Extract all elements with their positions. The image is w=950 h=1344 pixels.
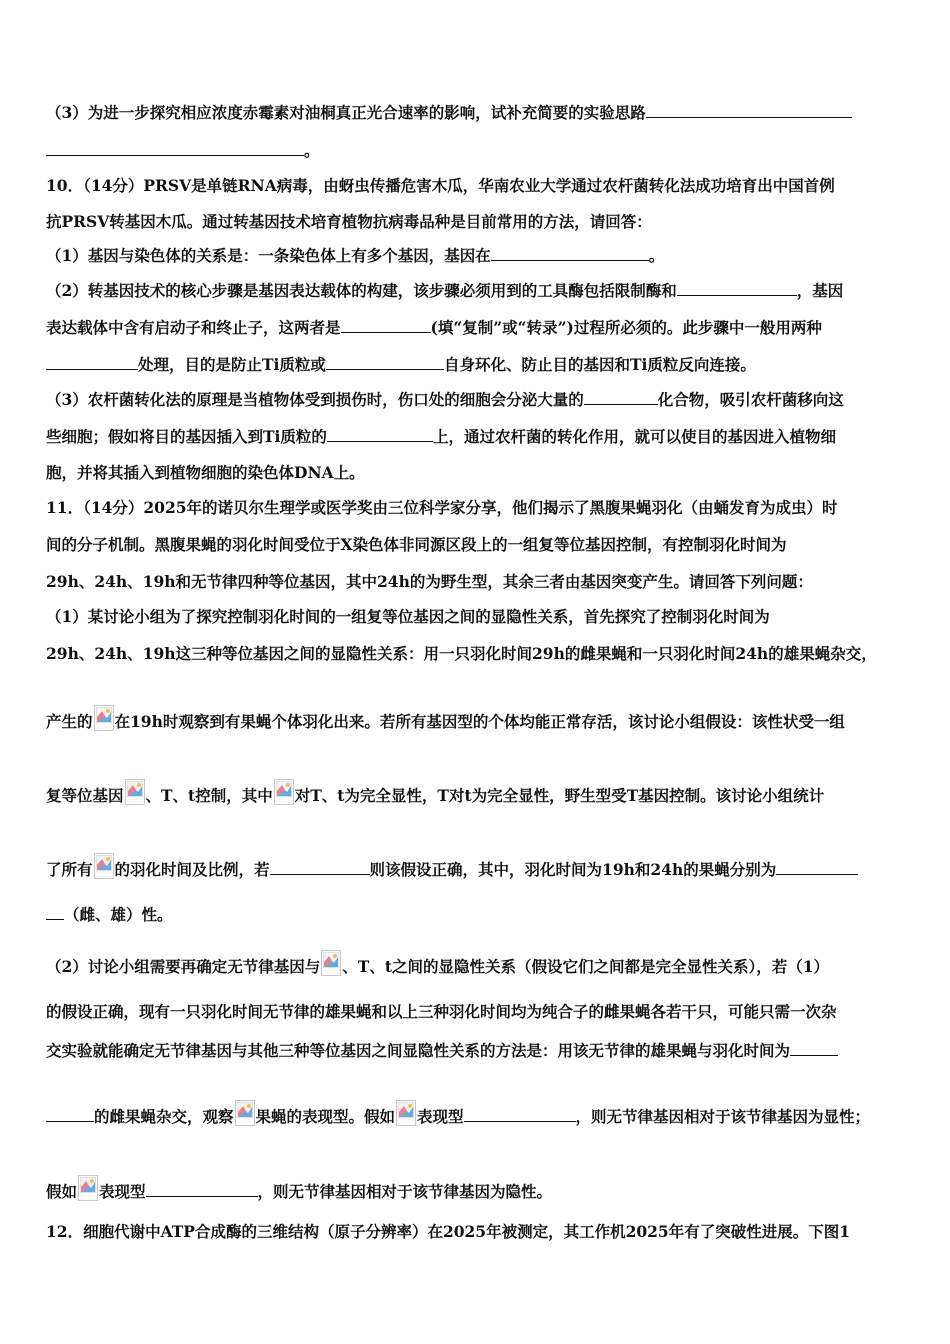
q11-1-line-6: （雌、雄）性。 <box>46 904 910 926</box>
broken-image-icon <box>78 1175 98 1201</box>
q11-2-line-5: 假如 表现型 ，则无节律基因相对于该节律基因为隐性。 <box>46 1175 910 1203</box>
q10-2: （2）转基因技术的核心步骤是基因表达载体的构建，该步骤必须用到的工具酶包括限制酶和 ，基因 <box>46 281 844 300</box>
q11-1-line-3: 产生的 在19h时观察到有果蝇个体羽化出来。若所有基因型的个体均能正常存活，该讨论小组假设：该性状受一组 <box>46 705 910 733</box>
q11-2-line-2: 的假设正确，现有一只羽化时间无节律的雄果蝇和以上三种羽化时间均为纯合子的雌果蝇各若干只，可能只需一次杂 <box>46 1002 837 1021</box>
q10-1: （1）基因与染色体的关系是：一条染色体上有多个基因，基因在 。 <box>46 246 665 265</box>
broken-image-icon <box>235 1100 255 1126</box>
broken-image-icon <box>94 705 114 731</box>
q10-2-line-3: 处理，目的是防止Ti质粒或 自身环化、防止目的基因和Ti质粒反向连接。 <box>46 354 910 376</box>
q11-2-line-4: 的雌果蝇杂交，观察 果蝇的表现型。假如 表现型 ，则无节律基因相对于该节律基因为显性； <box>46 1100 910 1128</box>
broken-image-icon <box>94 853 114 879</box>
q11-1-line-5: 了所有 的羽化时间及比例，若 则该假设正确，其中，羽化时间为19h和24h的果蝇分别为 <box>46 853 910 881</box>
answer-blank[interactable] <box>146 1182 258 1197</box>
q11-1: （1）某讨论小组为了探究控制羽化时间的一组复等位基因之间的显隐性关系，首先探究了控制羽化时间为 <box>46 607 770 626</box>
broken-image-icon <box>125 779 145 805</box>
answer-blank[interactable] <box>46 905 64 920</box>
q11-1-line-4: 复等位基因 、T、t控制，其中 对T、t为完全显性，T对t为完全显性，野生型受T基因控制。该讨论小组统计 <box>46 779 910 807</box>
answer-blank[interactable] <box>46 141 304 156</box>
q10-2-line-2: 表达载体中含有启动子和终止子，这两者是 (填“复制”或“转录”)过程所必须的。此步骤中一般用两种 <box>46 318 822 337</box>
answer-blank[interactable] <box>327 427 433 442</box>
answer-blank[interactable] <box>464 1107 576 1122</box>
answer-blank[interactable] <box>341 318 431 333</box>
q9-3-line-2: 。 <box>46 140 910 162</box>
q11-2: （2）讨论小组需要再确定无节律基因与 、T、t之间的显隐性关系（假设它们之间都是完全显性关系），若（1） <box>46 950 910 978</box>
answer-blank[interactable] <box>326 355 444 370</box>
q10-3: （3）农杆菌转化法的原理是当植物体受到损伤时，伤口处的细胞会分泌大量的 化合物，吸引农杆菌移向这 <box>46 390 844 409</box>
answer-blank[interactable] <box>646 103 852 118</box>
q9-3-line: （3）为进一步探究相应浓度赤霉素对油桐真正光合速率的影响，试补充简要的实验思路 <box>46 102 910 124</box>
q10-3-line-2: 些细胞；假如将目的基因插入到Ti质粒的 上，通过农杆菌的转化作用，就可以使目的基因进入植物细 <box>46 427 836 446</box>
broken-image-icon <box>396 1100 416 1126</box>
q10-3-line-3: 胞，并将其插入到植物细胞的染色体DNA上。 <box>46 463 365 482</box>
answer-blank[interactable] <box>677 281 797 296</box>
q12-stem: 12．细胞代谢中ATP合成酶的三维结构（原子分辨率）在2025年被测定，其工作机2025年有了突破性进展。下图1 <box>46 1222 851 1241</box>
answer-blank[interactable] <box>776 860 858 875</box>
answer-blank[interactable] <box>46 355 138 370</box>
q11-stem-3: 29h、24h、19h和无节律四种等位基因，其中24h的为野生型，其余三者由基因突变产生。请回答下列问题： <box>46 572 813 591</box>
answer-blank[interactable] <box>790 1041 838 1056</box>
q11-stem-2: 间的分子机制。黑腹果蝇的羽化时间受位于X染色体非同源区段上的一组复等位基因控制，有控制羽化时间为 <box>46 535 787 554</box>
q11-stem: 11．（14分）2025年的诺贝尔生理学或医学奖由三位科学家分享，他们揭示了黑腹果蝇羽化（由蛹发育为成虫）时 <box>46 498 838 517</box>
q10-stem-2: 抗PRSV转基因木瓜。通过转基因技术培育植物抗病毒品种是目前常用的方法，请回答： <box>46 212 652 231</box>
answer-blank[interactable] <box>491 246 649 261</box>
q11-1-line-2: 29h、24h、19h这三种等位基因之间的显隐性关系：用一只羽化时间29h的雌果蝇和一只羽化时间24h的雄果蝇杂交， <box>46 644 877 663</box>
q10-stem: 10．（14分）PRSV是单链RNA病毒，由蚜虫传播危害木瓜，华南农业大学通过农杆菌转化法成功培育出中国首例 <box>46 176 835 195</box>
answer-blank[interactable] <box>584 390 658 405</box>
broken-image-icon <box>321 950 341 976</box>
answer-blank[interactable] <box>46 1107 94 1122</box>
q11-2-line-3: 交实验就能确定无节律基因与其他三种等位基因之间显隐性关系的方法是：用该无节律的雄果蝇与羽化时间为 <box>46 1040 910 1062</box>
broken-image-icon <box>274 779 294 805</box>
answer-blank[interactable] <box>270 860 370 875</box>
